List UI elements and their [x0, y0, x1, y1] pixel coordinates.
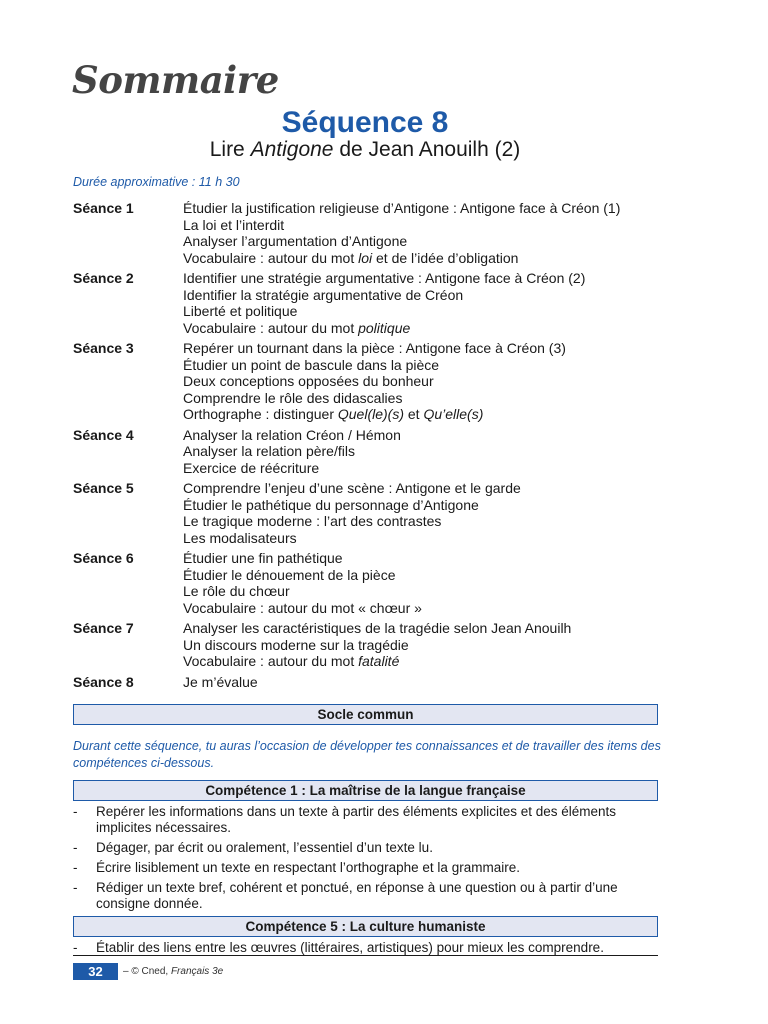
subtitle-suffix: de Jean Anouilh (2) — [333, 138, 521, 161]
competence-item — [73, 940, 663, 956]
bullet-dash: - — [73, 860, 78, 875]
seance-items — [183, 620, 571, 670]
seance-item-text: Étudier la justification religieuse d’Antigone : Antigone face à Créon (1) — [183, 200, 621, 216]
seance-item — [183, 637, 571, 654]
competence5-heading-box: Compétence 5 : La culture humaniste — [73, 916, 658, 937]
seance-item — [183, 217, 620, 234]
competence-item-text: Dégager, par écrit ou oralement, l’essentiel d’un texte lu. — [96, 840, 433, 855]
seance-item — [183, 287, 585, 304]
seance-item — [183, 427, 401, 444]
sequence-title: Séquence 8 — [281, 106, 449, 139]
competence-item — [73, 880, 663, 912]
seance-row — [73, 200, 673, 266]
seance-row — [73, 270, 673, 336]
seance-item-text: Les modalisateurs — [183, 529, 297, 546]
page-title: Sommaire — [72, 58, 279, 102]
seance-item-text: et de l’idée d’obligation — [372, 249, 519, 266]
seance-item — [183, 600, 422, 617]
seance-item-text: Analyser l’argumentation d’Antigone — [183, 233, 408, 249]
seance-item-text: Étudier le dénouement de la pièce — [183, 566, 396, 583]
seance-item — [183, 674, 258, 691]
seance-items — [183, 200, 620, 266]
seance-item — [183, 340, 566, 357]
seance-label: Séance 5 — [73, 480, 134, 496]
competence-item-text: Écrire lisiblement un texte en respectant l’orthographe et la grammaire. — [96, 860, 520, 875]
seance-item — [183, 320, 585, 337]
seance-item — [183, 620, 571, 637]
seance-item-text: Le rôle du chœur — [183, 583, 290, 599]
bullet-dash: - — [73, 940, 78, 955]
subtitle-work: Antigone — [250, 138, 334, 161]
competence-item-text: Repérer les informations dans un texte à partir des éléments explicites et des éléments implicites nécessaires. — [96, 804, 617, 835]
seance-item-text: Analyser la relation père/fils — [183, 443, 355, 459]
competence1-list — [73, 804, 663, 916]
seance-row — [73, 620, 673, 670]
seance-label: Séance 8 — [73, 673, 134, 690]
socle-heading-box: Socle commun — [73, 704, 658, 725]
seance-item-text: Le tragique moderne : l’art des contrastes — [183, 513, 442, 529]
footer-rule — [73, 955, 658, 956]
seance-items — [183, 270, 585, 336]
page-number: 32 — [73, 963, 118, 980]
seance-label: Séance 7 — [73, 620, 134, 636]
seance-item-text: Exercice de réécriture — [183, 459, 320, 476]
seance-item-text: Je m’évalue — [183, 673, 258, 690]
seance-item — [183, 460, 401, 477]
seance-item-text: Étudier un point de bascule dans la pièce — [183, 356, 440, 373]
seance-label: Séance 2 — [73, 270, 134, 286]
sequence-subtitle — [0, 138, 730, 162]
seance-item-emphasis: loi — [358, 249, 373, 266]
seance-item-text: Comprendre l’enjeu d’une scène : Antigone et le garde — [183, 480, 521, 496]
seance-item — [183, 530, 521, 547]
seance-items — [183, 340, 566, 423]
seance-item-text: Identifier la stratégie argumentative de Créon — [183, 286, 464, 303]
seance-row — [73, 427, 673, 477]
subtitle-prefix: Lire — [209, 138, 251, 161]
seance-item — [183, 270, 585, 287]
socle-intro: Durant cette séquence, tu auras l’occasion de développer tes connaissances et de travailler des items des compétences ci-dessous. — [73, 739, 661, 770]
seance-item — [183, 357, 566, 374]
bullet-dash: - — [73, 804, 78, 819]
seance-items — [183, 550, 422, 616]
seance-item-text: Deux conceptions opposées du bonheur — [183, 373, 434, 389]
seance-item-text: La loi et l’interdit — [183, 216, 285, 233]
seance-item-emphasis: politique — [358, 319, 411, 336]
seance-item-text: Un discours moderne sur la tragédie — [183, 636, 409, 653]
seance-item-text: Vocabulaire : autour du mot — [183, 653, 359, 669]
seance-item-text: Repérer un tournant dans la pièce : Antigone face à Créon (3) — [183, 340, 566, 356]
seance-label: Séance 4 — [73, 426, 134, 443]
seance-item-text: Étudier le pathétique du personnage d’Antigone — [183, 496, 479, 513]
seance-item — [183, 303, 585, 320]
seance-item — [183, 390, 566, 407]
copyright — [123, 964, 223, 980]
seance-items — [183, 674, 258, 691]
seance-list — [73, 200, 673, 695]
competence-item — [73, 840, 663, 856]
seance-items — [183, 480, 521, 546]
seance-item-emphasis: Quel(le)(s) — [337, 406, 404, 422]
seance-item-emphasis: Qu’elle(s) — [423, 406, 484, 422]
seance-item — [183, 550, 422, 567]
competence-item-text: Rédiger un texte bref, cohérent et ponctué, en réponse à une question ou à partir d’une consigne donnée. — [96, 880, 618, 911]
competence-item — [73, 804, 663, 836]
seance-item-text: Comprendre le rôle des didascalies — [183, 389, 403, 406]
competence-item — [73, 860, 663, 876]
bullet-dash: - — [73, 880, 78, 895]
seance-item — [183, 480, 521, 497]
seance-items — [183, 427, 401, 477]
copyright-course: Français 3e — [170, 966, 224, 977]
seance-item — [183, 443, 401, 460]
seance-item-text: et — [404, 406, 424, 422]
seance-item-text: Vocabulaire : autour du mot — [183, 249, 359, 266]
seance-item — [183, 653, 571, 670]
duration-note: Durée approximative : 11 h 30 — [73, 175, 240, 189]
seance-item — [183, 233, 620, 250]
seance-item — [183, 200, 620, 217]
seance-label: Séance 6 — [73, 550, 134, 566]
seance-item — [183, 567, 422, 584]
competence-item-text: Établir des liens entre les œuvres (littéraires, artistiques) pour mieux les comprendre. — [96, 940, 604, 955]
seance-row — [73, 340, 673, 423]
seance-row — [73, 674, 673, 691]
seance-item-text: Vocabulaire : autour du mot « chœur » — [183, 599, 422, 616]
seance-item — [183, 373, 566, 390]
seance-label: Séance 3 — [73, 340, 134, 356]
seance-label: Séance 1 — [73, 200, 134, 216]
bullet-dash: - — [73, 840, 78, 855]
seance-item — [183, 583, 422, 600]
seance-item-text: Analyser les caractéristiques de la tragédie selon Jean Anouilh — [183, 620, 572, 636]
seance-item-text: Liberté et politique — [183, 303, 298, 319]
seance-row — [73, 480, 673, 546]
seance-item-text: Analyser la relation Créon / Hémon — [183, 426, 401, 443]
competence1-heading-box: Compétence 1 : La maîtrise de la langue française — [73, 780, 658, 801]
seance-item — [183, 513, 521, 530]
seance-item — [183, 497, 521, 514]
seance-item-text: Identifier une stratégie argumentative : Antigone face à Créon (2) — [183, 270, 586, 286]
seance-item-text: Étudier une fin pathétique — [183, 550, 343, 566]
seance-item-emphasis: fatalité — [358, 653, 400, 669]
seance-item-text: Vocabulaire : autour du mot — [183, 319, 359, 336]
seance-row — [73, 550, 673, 616]
seance-item — [183, 406, 566, 423]
copyright-prefix: – © Cned, — [123, 966, 171, 977]
seance-item — [183, 250, 620, 267]
competence5-list — [73, 940, 663, 960]
seance-item-text: Orthographe : distinguer — [183, 406, 338, 422]
